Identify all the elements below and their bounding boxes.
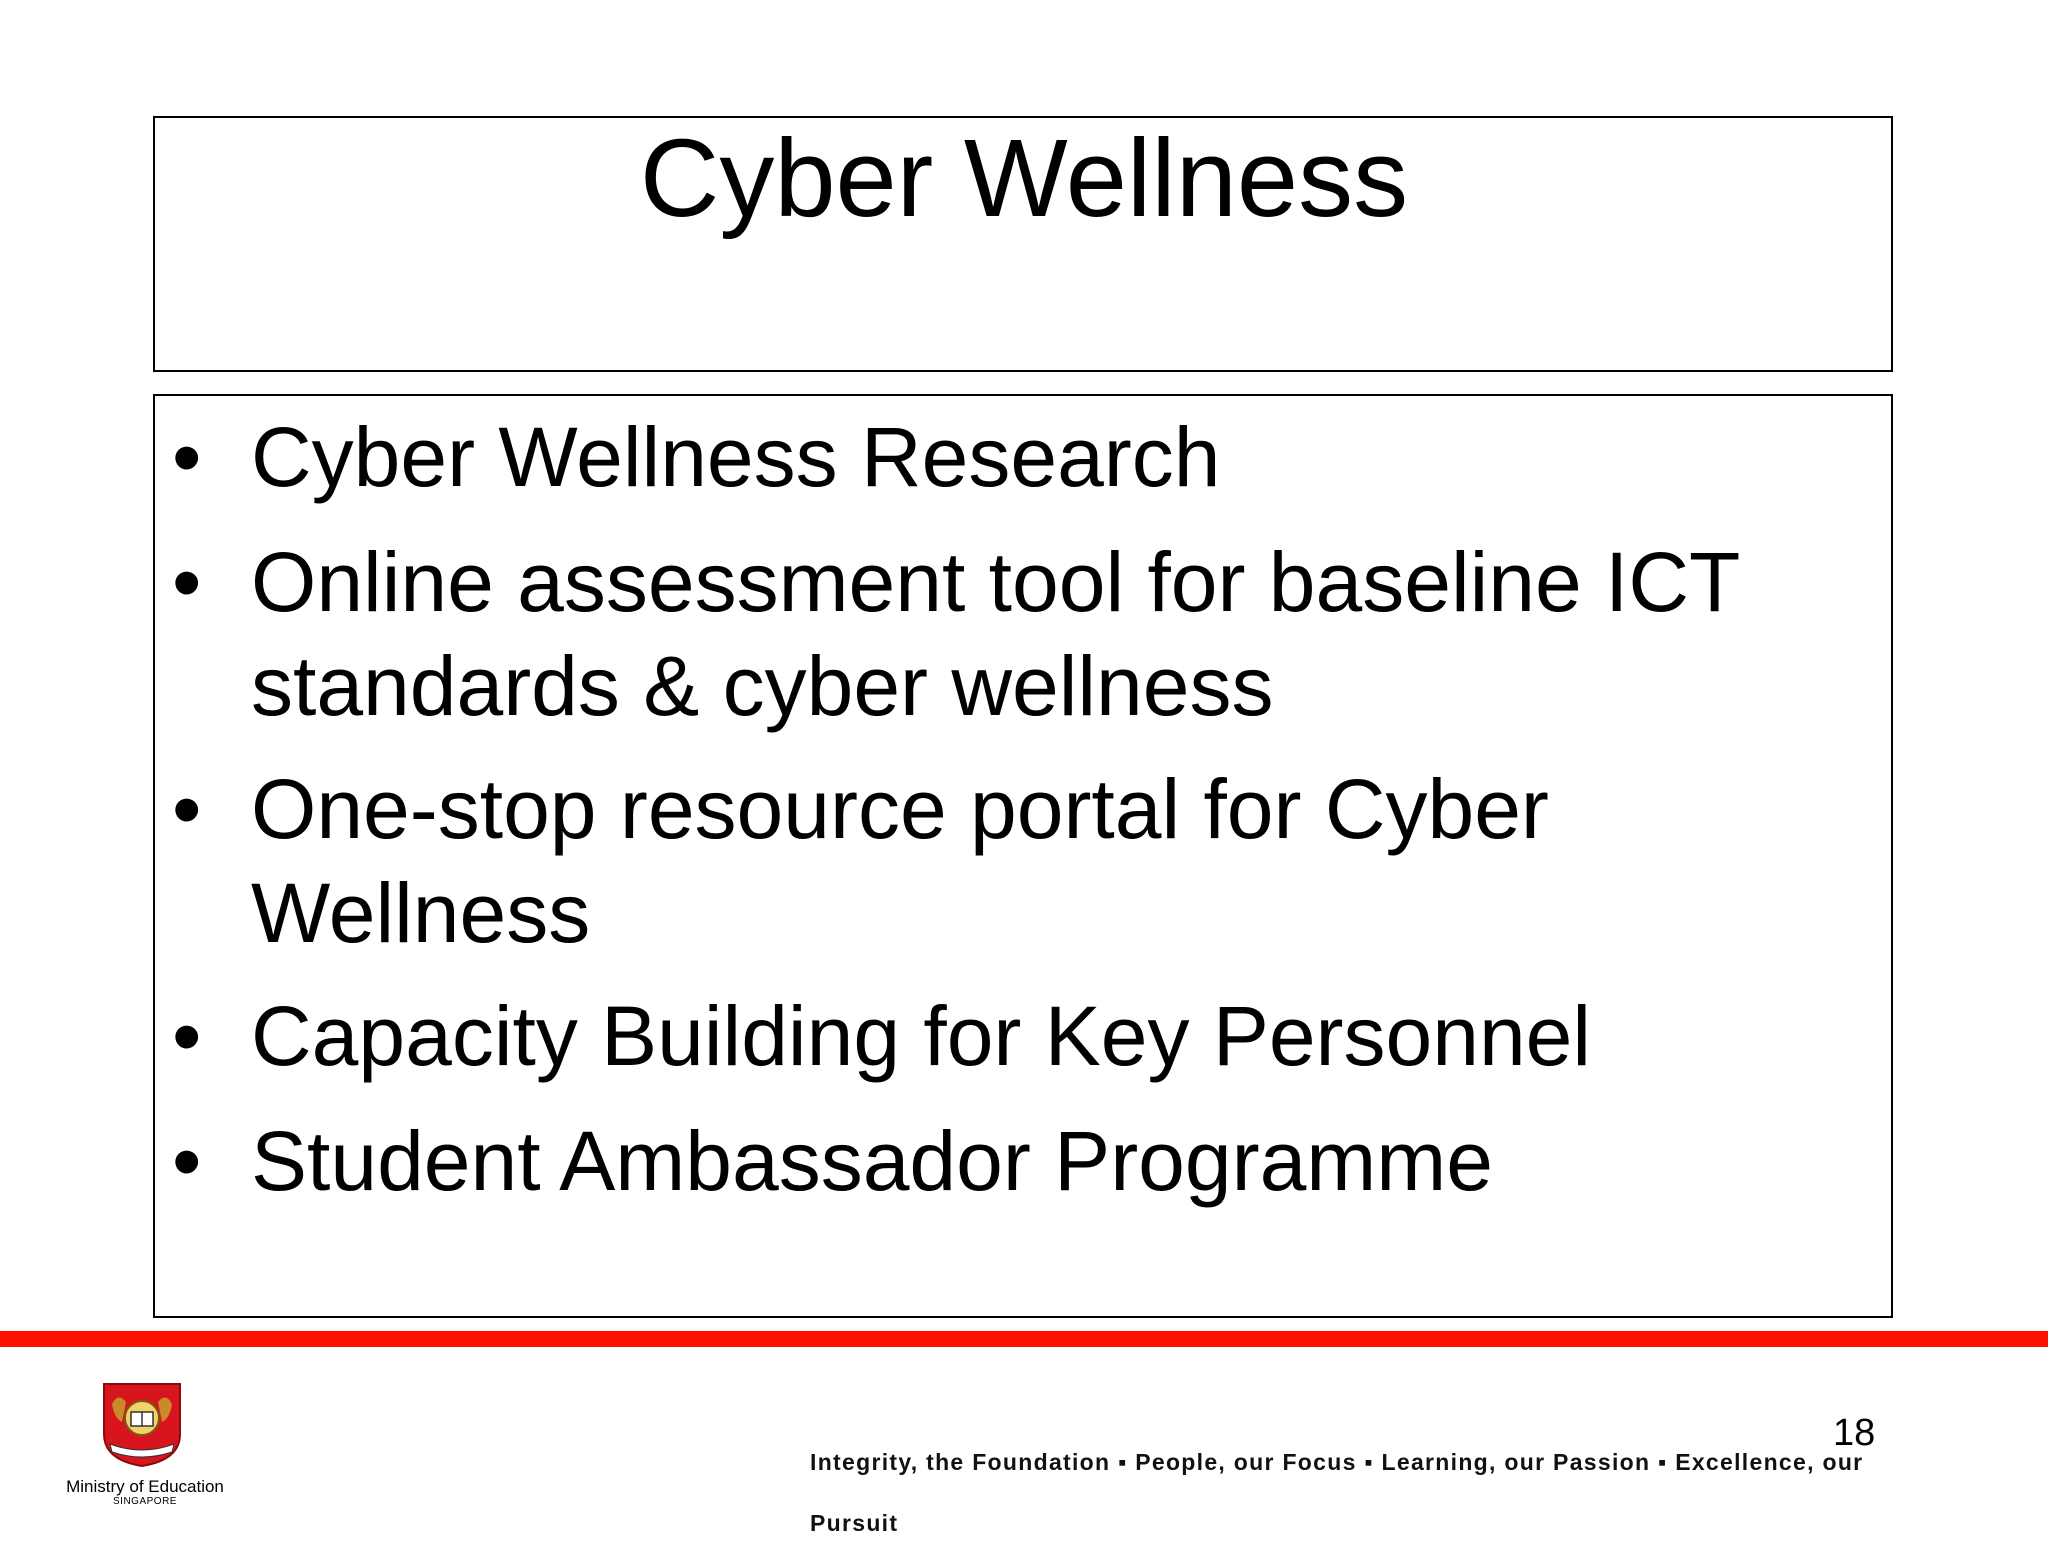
bullet-marker: • (172, 1114, 202, 1208)
footer-tagline: Integrity, the Foundation ▪ People, our Focus ▪ Learning, our Passion ▪ Excellence, our Pursuit (810, 1449, 1864, 1536)
moe-crest-icon (102, 1382, 182, 1468)
slide-number: 18 (1833, 1412, 1876, 1454)
bullet-text: One-stop resource portal for Cyber (251, 762, 1549, 856)
bullet-marker: • (172, 989, 202, 1083)
bullet-text-continued: standards & cyber wellness (251, 639, 1274, 733)
ministry-country: SINGAPORE (113, 1496, 177, 1507)
ministry-name: Ministry of Education (66, 1477, 224, 1496)
bullet-text: Capacity Building for Key Personnel (251, 989, 1592, 1083)
bullet-text: Online assessment tool for baseline ICT (251, 535, 1741, 629)
bullet-marker: • (172, 410, 202, 504)
slide-title: Cyber Wellness (639, 117, 1409, 240)
bullet-text: Student Ambassador Programme (251, 1114, 1493, 1208)
bullet-text-continued: Wellness (251, 866, 591, 960)
bullet-marker: • (172, 535, 202, 629)
footer-divider (0, 1331, 2048, 1347)
bullet-marker: • (172, 762, 202, 856)
bullet-text: Cyber Wellness Research (251, 410, 1221, 504)
